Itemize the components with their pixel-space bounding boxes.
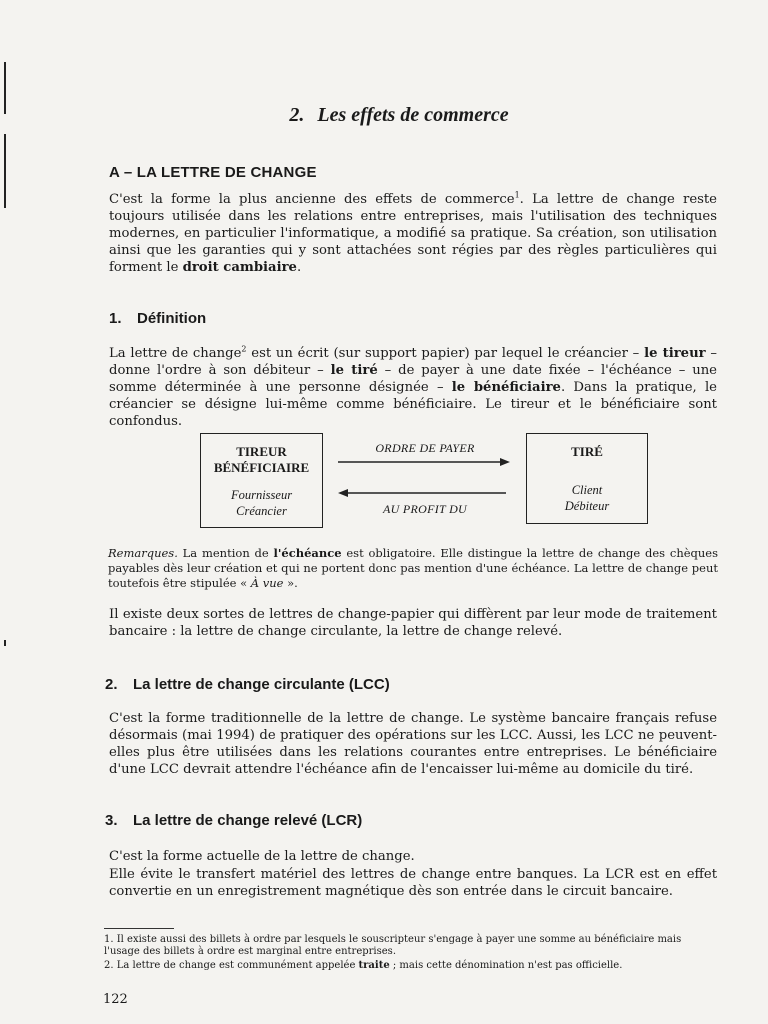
arrow-left-icon (338, 489, 506, 497)
chapter-number: 2. (289, 104, 305, 126)
two-kinds-paragraph: Il existe deux sortes de lettres de change-papier qui diffèrent par leur mode de traitement bancaire : la lettre de change circulante, la lettre de change relevé. (109, 607, 717, 639)
traite-term: traite (358, 960, 390, 971)
footnote-ref: 2 (241, 344, 247, 354)
beneficiaire-term: le bénéficiaire (451, 380, 561, 395)
arrow-label-profit: AU PROFIT DU (382, 502, 468, 516)
echeance-term: l'échéance (273, 546, 342, 560)
lcc-paragraph: C'est la forme traditionnelle de la lettre de change. Le système bancaire français refuse désormais (mai 1994) de pratiquer des opérations sur les LCC. Aussi, les LCC ne peuvent-elles plus être utilisées dans les relations courantes entre entreprises. Le bénéficiaire d'une LCC devrait attendre l'échéance afin de l'encaisser lui-même au domicile du tiré. (109, 711, 717, 777)
chapter-title-text: Les effets de commerce (317, 104, 509, 126)
page-number: 122 (103, 992, 128, 1007)
arrow-right-icon (338, 458, 510, 466)
remarks-label: Remarques. (108, 546, 178, 560)
droit-cambiaire-term: droit cambiaire (182, 260, 297, 275)
diagram-arrows (334, 454, 516, 500)
tireur-term: le tireur (644, 346, 706, 361)
remarks-paragraph: Remarques. La mention de l'échéance est obligatoire. Elle distingue la lettre de change des chèques payables dès leur création et qui ne portent donc pas mention d'une échéance. La lettre de change peut toutefois être stipulée « À vue ». (108, 546, 719, 590)
section-heading-a: A – LA LETTRE DE CHANGE (109, 164, 317, 181)
definition-paragraph: La lettre de change$^2$ est un écrit (sur support papier) par lequel le créancier – le tireur – donne l'ordre à son débiteur – le tiré – de payer à une date fixée – l'échéance – une somme déterminée à une personne désignée – le bénéficiaire. Dans la pratique, le créancier se désigne lui-même comme bénéficiaire. Le tireur et le bénéficiaire sont confondus. (109, 344, 717, 429)
footnote-2: 2. La lettre de change est communément appelée traite ; mais cette dénomination n'est pas officielle. (104, 960, 623, 971)
lcr-heading: 3. La lettre de change relevé (LCR) (105, 812, 363, 829)
footnote-divider (104, 928, 174, 929)
lcc-heading: 2. La lettre de change circulante (LCC) (105, 676, 390, 693)
tireur-box: TIREUR BÉNÉFICIAIRE Fournisseur Créancier (200, 433, 323, 528)
definition-heading: 1. Définition (109, 310, 207, 327)
footnote-1: 1. Il existe aussi des billets à ordre par lesquels le souscripteur s'engage à payer une somme au bénéficiaire mais l'usage des billets à ordre est marginal entre entreprises. (104, 934, 682, 957)
footnote-ref: 1 (514, 190, 520, 200)
arrow-label-ordre: ORDRE DE PAYER (375, 441, 475, 455)
lcr-paragraph: Elle évite le transfert matériel des lettres de change entre banques. La LCR est en effet convertie en un enregistrement magnétique dès son entrée dans le circuit bancaire. (109, 867, 717, 899)
intro-paragraph: C'est la forme la plus ancienne des effets de commerce$^1$. La lettre de change reste toujours utilisée dans les relations entre entreprises, mais l'utilisation des techniques modernes, en particulier l'informatique, a modifié sa pratique. Sa création, son utilisation ainsi que les garanties qui y sont attachées sont régies par des règles particulières qui forment le droit cambiaire. (109, 190, 717, 275)
lcr-line-1: C'est la forme actuelle de la lettre de change. (109, 849, 415, 864)
tire-term: le tiré (330, 363, 378, 378)
tire-box: TIRÉ Client Débiteur (526, 433, 648, 524)
